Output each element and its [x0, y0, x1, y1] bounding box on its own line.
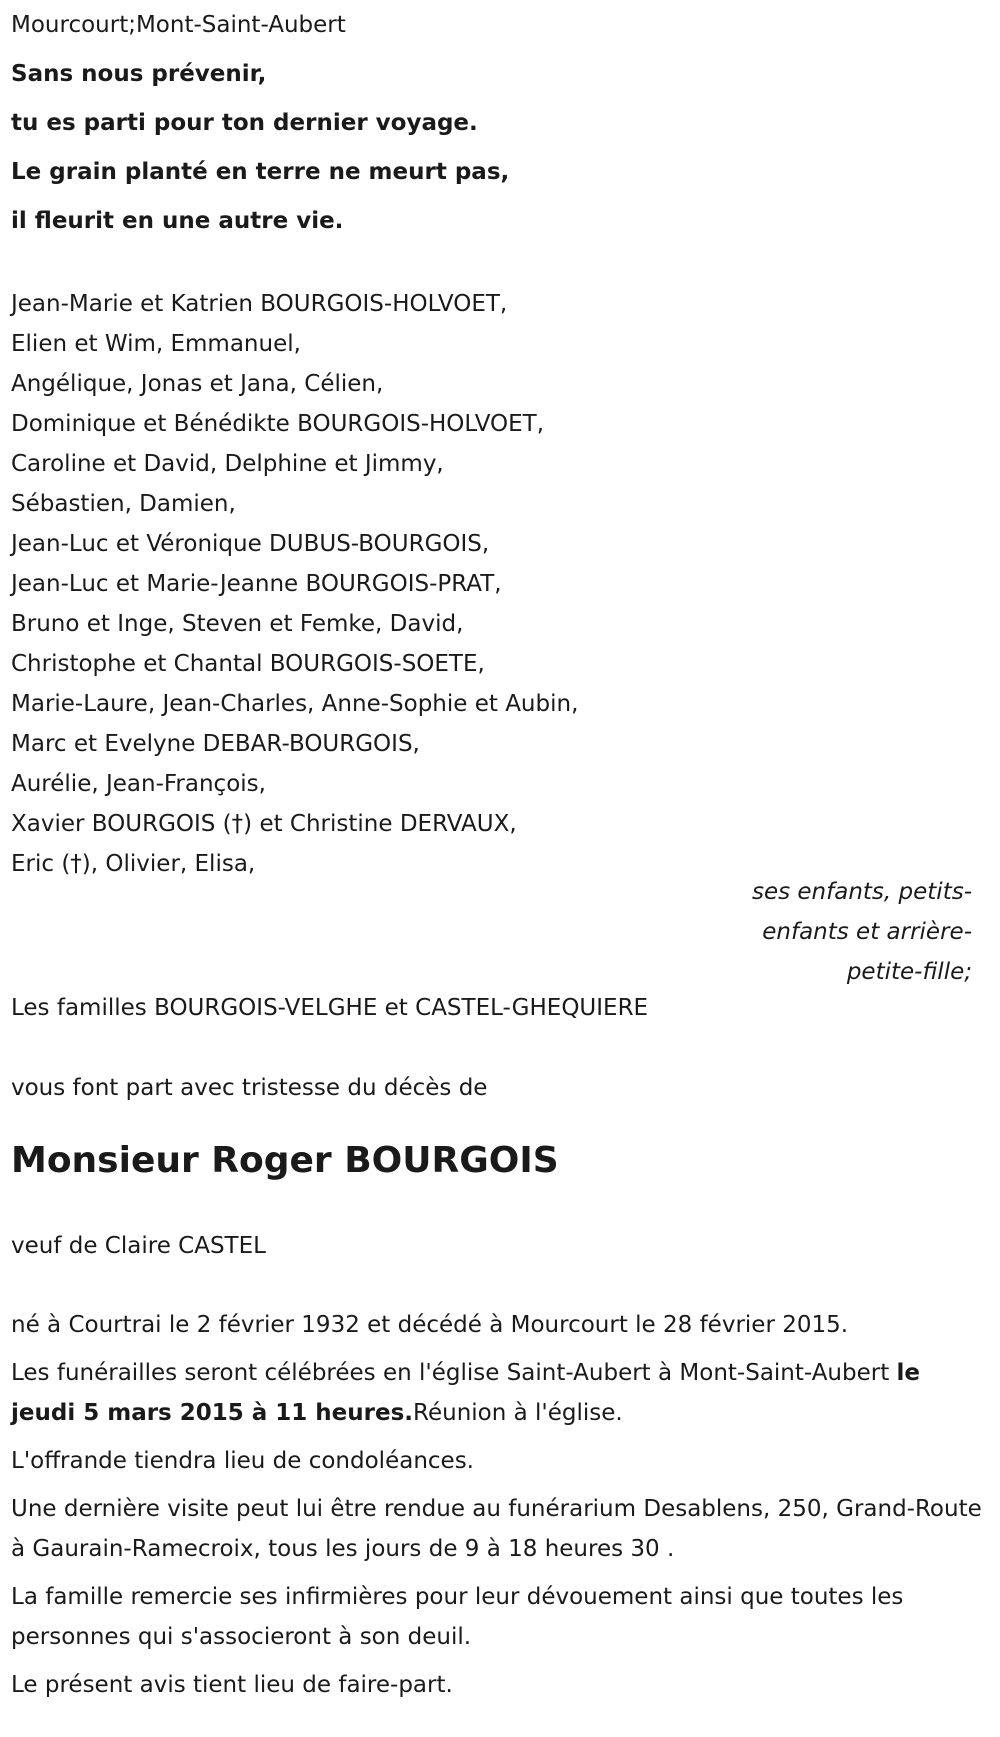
family-line: Aurélie, Jean-François, [11, 771, 266, 797]
family-line: Xavier BOURGOIS (†) et Christine DERVAUX, [11, 811, 517, 837]
thanks-paragraph: La famille remercie ses infirmières pour leur dévouement ainsi que toutes les personnes qui s'associeront à son deuil. [11, 1584, 904, 1650]
family-line: Sébastien, Damien, [11, 491, 236, 517]
family-line: Angélique, Jonas et Jana, Célien, [11, 371, 384, 397]
family-line: Dominique et Bénédikte BOURGOIS-HOLVOET, [11, 411, 545, 437]
family-line: Jean-Marie et Katrien BOURGOIS-HOLVOET, [11, 291, 508, 317]
funeral-prefix: Les funérailles seront célébrées en l'église Saint-Aubert à Mont-Saint-Aubert [11, 1360, 897, 1386]
poem [11, 54, 509, 250]
funeral-date: le jeudi 5 mars 2015 à 11 heures. [11, 1360, 921, 1426]
family-line: Caroline et David, Delphine et Jimmy, [11, 451, 444, 477]
details-section [11, 1305, 986, 1713]
descendants-note: ses enfants, petits-enfants et arrière-petite-fille; [751, 879, 972, 985]
family-line: Bruno et Inge, Steven et Femke, David, [11, 611, 464, 637]
location-header: Mourcourt;Mont-Saint-Aubert [11, 12, 346, 38]
other-families: Les familles BOURGOIS-VELGHE et CASTEL-GHEQUIERE [11, 995, 649, 1021]
poem-line: Sans nous prévenir, [11, 61, 267, 87]
family-line: Jean-Luc et Marie-Jeanne BOURGOIS-PRAT, [11, 571, 502, 597]
poem-line: tu es parti pour ton dernier voyage. [11, 110, 478, 136]
family-line: Elien et Wim, Emmanuel, [11, 331, 301, 357]
spouse-line: veuf de Claire CASTEL [11, 1233, 266, 1259]
visit-paragraph: Une dernière visite peut lui être rendue au funérarium Desablens, 250, Grand-Route à Gaurain-Ramecroix, tous les jours de 9 à 18 heures 30 . [11, 1496, 982, 1562]
family-line: Christophe et Chantal BOURGOIS-SOETE, [11, 651, 485, 677]
family-list [11, 284, 578, 884]
family-line: Eric (†), Olivier, Elisa, [11, 851, 256, 877]
announcement-intro: vous font part avec tristesse du décès de [11, 1075, 488, 1101]
offering-line: L'offrande tiendra lieu de condoléances. [11, 1448, 474, 1474]
funeral-paragraph [11, 1353, 986, 1433]
notice-line: Le présent avis tient lieu de faire-part. [11, 1672, 453, 1698]
poem-line: il fleurit en une autre vie. [11, 208, 344, 234]
deceased-name: Monsieur Roger BOURGOIS [11, 1140, 559, 1181]
family-line: Jean-Luc et Véronique DUBUS-BOURGOIS, [11, 531, 490, 557]
family-line: Marie-Laure, Jean-Charles, Anne-Sophie et Aubin, [11, 691, 579, 717]
poem-line: Le grain planté en terre ne meurt pas, [11, 159, 510, 185]
family-line: Marc et Evelyne DEBAR-BOURGOIS, [11, 731, 420, 757]
funeral-suffix: Réunion à l'église. [413, 1400, 623, 1426]
birth-death-line: né à Courtrai le 2 février 1932 et décédé à Mourcourt le 28 février 2015. [11, 1312, 849, 1338]
